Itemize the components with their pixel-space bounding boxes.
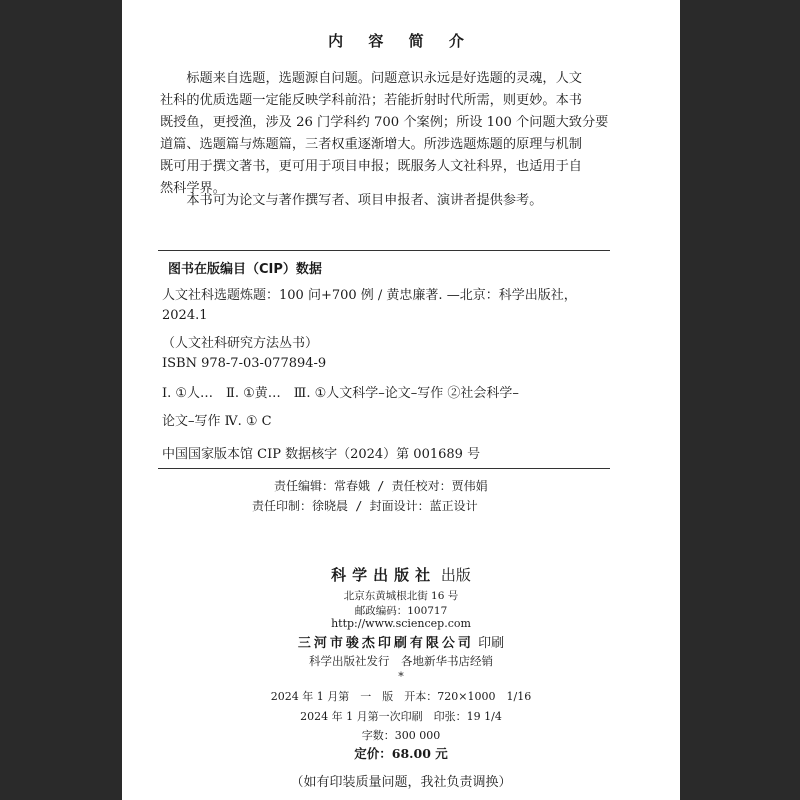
price: 定价：68.00 元 <box>354 746 448 761</box>
audience-line: 本书可为论文与著作撰写者、项目申报者、演讲者提供参考。 <box>160 193 543 208</box>
printer-line <box>122 632 680 651</box>
edition-line: 2024 年 1 月第 一 版 开本：720×1000 1/16 <box>270 690 532 703</box>
summary-paragraph <box>160 68 646 200</box>
editors-line-2: 责任印制：徐晓晨 / 封面设计：蓝正设计 <box>252 499 478 513</box>
cip-top-rule <box>158 250 610 251</box>
publisher-line <box>122 564 680 585</box>
cip-series-line: （人文社科研究方法丛书） <box>162 336 319 351</box>
cip-date-line: 2024.1 <box>162 308 208 323</box>
publisher-name: 科学出版社 <box>331 566 437 584</box>
quality-note: （如有印装质量问题，我社负责调换） <box>290 775 512 790</box>
summary-line: 既授鱼，更授渔，涉及 26 门学科约 700 个案例；所设 100 个问题大致分要 <box>160 115 609 130</box>
word-count: 字数：300 000 <box>361 729 441 742</box>
summary-line: 社科的优质选题一定能反映学科前沿；若能折射时代所需，则更妙。本书 <box>160 93 582 108</box>
printer-name: 三河市骏杰印刷有限公司 <box>297 636 474 651</box>
publisher-postcode: 邮政编码：100717 <box>354 605 448 617</box>
audience-paragraph <box>160 190 646 212</box>
cip-bottom-rule <box>158 468 610 469</box>
separator-star: * <box>398 670 404 683</box>
summary-line: 然科学界。 <box>160 181 226 196</box>
cip-title-line: 人文社科选题炼题：100 问+700 例 / 黄忠廉著. —北京：科学出版社， <box>162 288 577 303</box>
cip-classification-line-2: 论文–写作 Ⅳ. ① C <box>162 414 272 429</box>
distribution-line: 科学出版社发行 各地新华书店经销 <box>309 654 493 668</box>
summary-line: 既可用于撰文著书，更可用于项目申报；既服务人文社科界，也适用于自 <box>160 159 582 174</box>
cip-isbn-line: ISBN 978-7-03-077894-9 <box>162 356 327 371</box>
summary-line: 道篇、选题篇与炼题篇，三者权重逐渐增大。所涉选题炼题的原理与机制 <box>160 137 582 152</box>
editors-line-1: 责任编辑：常春娥 / 责任校对：贾伟娟 <box>274 479 488 493</box>
publisher-address: 北京东黄城根北街 16 号 <box>343 590 459 602</box>
summary-heading: 内 容 简 介 <box>328 32 474 50</box>
printer-suffix: 印刷 <box>478 636 505 651</box>
print-line: 2024 年 1 月第一次印刷 印张：19 1/4 <box>300 710 502 723</box>
copyright-page <box>122 0 680 800</box>
cip-heading: 图书在版编目（CIP）数据 <box>168 262 322 277</box>
summary-line: 标题来自选题，选题源自问题。问题意识永远是好选题的灵魂，人文 <box>160 71 582 86</box>
publisher-suffix: 出版 <box>440 566 471 584</box>
cip-record-number: 中国国家版本馆 CIP 数据核字（2024）第 001689 号 <box>162 447 481 462</box>
publisher-url: http://www.sciencep.com <box>331 617 471 630</box>
cip-classification-line: Ⅰ. ①人… Ⅱ. ①黄… Ⅲ. ①人文科学–论文–写作 ②社会科学– <box>162 386 519 401</box>
